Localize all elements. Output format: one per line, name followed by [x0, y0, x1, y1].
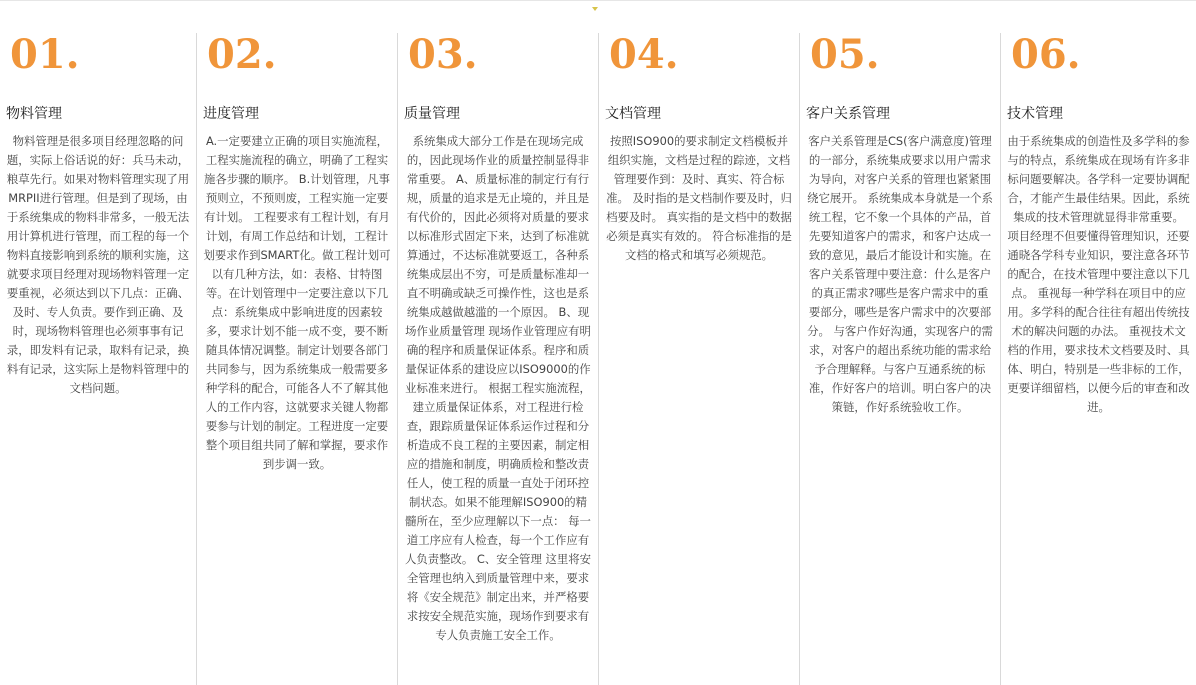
section-body: 由于系统集成的创造性及多学科的参与的特点，系统集成在现场有许多非标问题要解决。各学科一定要协调配合，才能产生最佳结果。因此，系统集成的技术管理就显得非常重要。 项目经理不但要懂得管理知识，还要通晓各学科专业知识，要注意各环节的配合，在技术管理中要注意以下几点。 重视每一种学科在项目中的应用。多学科的配合往往有超出传统技术的解决问题的办法。 重视技术文档的作用，要求技术文档要及时、具体、明白，特别是一些非标的工作，更要详细留档，以便今后的审查和改进。 — [1007, 134, 1190, 414]
section-schedule — [197, 33, 398, 685]
section-number: 05. — [810, 33, 880, 78]
section-title: 进度管理 — [203, 106, 259, 122]
section-body: 按照ISO900的要求制定文档模板并组织实施，文档是过程的踪迹，文档管理要作到：及时、真实、符合标准。 及时指的是文档制作要及时，归档要及时。 真实指的是文档中的数据必须是真实有效的。 符合标准指的是文档的格式和填写必须规范。 — [606, 134, 792, 262]
section-material — [0, 33, 197, 685]
section-title: 客户关系管理 — [806, 106, 890, 122]
management-sections — [0, 33, 1196, 685]
dropdown-arrow-icon[interactable] — [592, 7, 598, 11]
section-title: 技术管理 — [1007, 106, 1063, 122]
section-title: 物料管理 — [6, 106, 62, 122]
section-number: 03. — [408, 33, 478, 78]
section-title: 质量管理 — [404, 106, 460, 122]
section-body: 系统集成大部分工作是在现场完成的，因此现场作业的质量控制显得非常重要。 A、质量标准的制定行有行规，质量的追求是无止境的，并且是有代价的，因此必须将对质量的要求以标准形式固定下来，达到了标准就算通过，不达标准就要返工，各种系统集成层出不穷，可是质量标准却一直不明确或缺乏可操作性，这也是系统集成越做越滥的一个原因。 B、现场作业质量管理 现场作业管理应有明确的程序和质量保证体系。程序和质量保证体系的建设应以ISO9000的作业标准来进行。 根据工程实施流程，建立质量保证体系，对工程进行检查，跟踪质量保证体系运作过程和分析造成不良工程的主要因素，制定相应的措施和制度，明确质检和整改责任人，使工程的质量一直处于闭环控制状态。如果不能理解ISO900的精髓所在，至少应理解以下一点： 每一道工序应有人检查，每一个工作应有人负责整改。 C、安全管理 这里将安全管理也纳入到质量管理中来，要求将《安全规范》制定出来，并严格要求按安全规范实施，现场作到要求有专人负责施工安全工作。 — [404, 134, 592, 642]
section-customer — [800, 33, 1001, 685]
section-number: 04. — [609, 33, 679, 78]
section-number: 02. — [207, 33, 277, 78]
section-body: 物料管理是很多项目经理忽略的问题，实际上俗话说的好：兵马未动，粮草先行。如果对物料管理实现了用MRPII进行管理。但是到了现场，由于系统集成的物料非常多，一般无法用计算机进行管理，而工程的每一个物料直接影响到系统的顺利实施，这就要求项目经理对现场物料管理一定要重视，必须达到以下几点：正确、及时、专人负责。要作到正确、及时，现场物料管理也必须事事有记录，即发料有记录，取料有记录，换料有记录，这实际上是物料管理中的文档问题。 — [6, 134, 190, 395]
top-divider — [0, 0, 1196, 1]
section-title: 文档管理 — [605, 106, 661, 122]
section-number: 06. — [1011, 33, 1081, 78]
section-body: A.一定要建立正确的项目实施流程，工程实施流程的确立，明确了工程实施各步骤的顺序。 B.计划管理，凡事预则立，不预则废，工程实施一定要有计划。 工程要求有工程计划，有月计划，有周工作总结和计划，工程计划要求作到SMART化。做工程计划可以有几种方法，如：表格、甘特图等。在计划管理中一定要注意以下几点：系统集成中影响进度的因素较多，要求计划不能一成不变，要不断随具体情况调整。制定计划要各部门共同参与，因为系统集成一般需要多种学科的配合，可能各人不了解其他人的工作内容，这就要求关键人物都要参与计划的制定。工程进度一定要整个项目组共同了解和掌握，要求作到步调一致。 — [203, 134, 391, 471]
section-body: 客户关系管理是CS(客户满意度)管理的一部分，系统集成要求以用户需求为导向，对客户关系的管理也紧紧围绕它展开。 系统集成本身就是一个系统工程，它不象一个具体的产品，首先要知道客户的需求，和客户达成一致的意见，最后才能设计和实施。在客户关系管理中要注意：什么是客户的真正需求?哪些是客户需求中的重要部分，哪些是客户需求中的次要部分。 与客户作好沟通，实现客户的需求，对客户的超出系统功能的需求给予合理解释。与客户互通系统的标准，作好客户的培训。明白客户的决策链，作好系统验收工作。 — [807, 134, 993, 414]
section-number: 01. — [10, 33, 80, 78]
section-document — [599, 33, 800, 685]
section-technology — [1001, 33, 1196, 685]
section-quality — [398, 33, 599, 685]
